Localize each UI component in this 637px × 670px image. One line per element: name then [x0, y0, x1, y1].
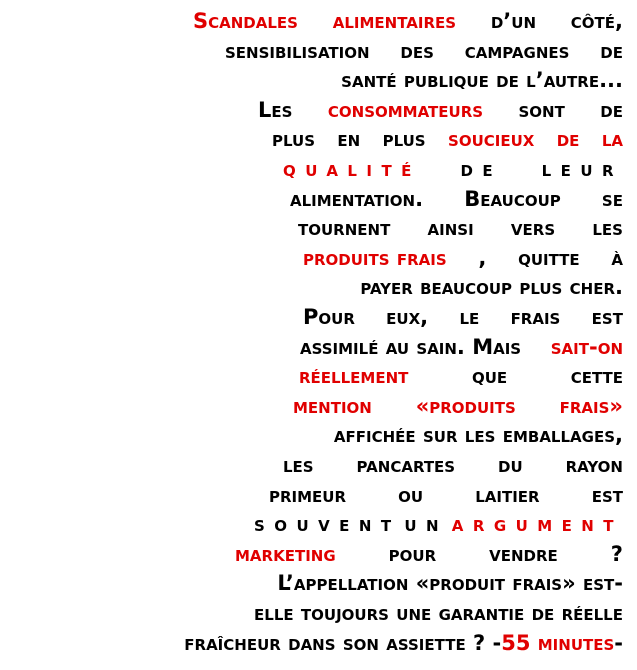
- word: quitte: [518, 245, 580, 270]
- word: frais: [510, 305, 561, 329]
- word: affichée sur les emballages,: [333, 423, 623, 448]
- text-line: [298, 213, 623, 243]
- highlighted-word: qualité: [283, 157, 421, 181]
- highlighted-word: alimentaires: [332, 9, 457, 33]
- word: santé publique de l’autre...: [341, 68, 623, 93]
- highlighted-word: réellement: [299, 364, 409, 389]
- word: Beaucoup: [464, 186, 561, 211]
- word: elle toujours une garantie de réelle: [254, 601, 623, 625]
- word: des: [400, 38, 434, 63]
- text-line: [269, 480, 623, 510]
- highlighted-word: frais»: [559, 393, 623, 418]
- word: ou: [398, 482, 424, 507]
- text-line: [272, 124, 623, 154]
- text-line: [303, 243, 623, 273]
- word: alimentation.: [290, 186, 424, 211]
- text-line: [258, 95, 623, 125]
- text-line: [300, 332, 623, 362]
- word: ?: [610, 541, 623, 566]
- highlighted-word: marketing: [235, 541, 336, 566]
- word: les: [283, 453, 314, 477]
- text-line: [254, 509, 623, 539]
- word: pancartes: [356, 453, 456, 477]
- word: vers: [510, 216, 556, 241]
- word: fraîcheur dans son assiette ? -: [184, 630, 502, 655]
- word: leur: [541, 157, 623, 181]
- word: plus: [272, 127, 316, 152]
- word: en: [337, 127, 361, 152]
- word: est: [591, 482, 623, 507]
- word: payer beaucoup plus cher.: [360, 275, 623, 300]
- text-line: [245, 65, 623, 95]
- word: du: [498, 453, 523, 477]
- word: vendre: [489, 541, 558, 566]
- word: un: [404, 512, 448, 537]
- word: ,: [478, 245, 487, 270]
- word: le: [459, 305, 480, 329]
- word: sont: [518, 97, 565, 122]
- word: se: [601, 186, 623, 211]
- text-line: [235, 539, 623, 569]
- text-line: [208, 568, 623, 598]
- word: à: [611, 245, 623, 270]
- text-line: [290, 184, 623, 214]
- text-line: [283, 154, 623, 184]
- highlighted-word: la: [601, 127, 623, 152]
- word: eux,: [386, 305, 429, 329]
- highlighted-word: Scandales: [193, 9, 298, 33]
- word: L’appellation «produit frais» est-: [277, 571, 623, 596]
- word: laitier: [475, 482, 540, 507]
- text-line: [293, 391, 623, 421]
- highlighted-word: 55 minutes: [501, 630, 615, 655]
- highlighted-word: produits frais: [303, 245, 447, 270]
- text-line: [283, 450, 623, 480]
- word: est: [591, 305, 623, 329]
- highlighted-word: de: [556, 127, 580, 152]
- word: tournent: [298, 216, 391, 241]
- text-line: [299, 361, 623, 391]
- text-line: [287, 420, 623, 450]
- word: cette: [570, 364, 623, 389]
- text-line: [225, 36, 623, 66]
- word: que: [471, 364, 508, 389]
- text-line: [115, 628, 623, 658]
- text-line: [163, 598, 623, 628]
- word: Les: [258, 97, 293, 122]
- word: assimilé au sain. Mais: [300, 334, 522, 359]
- word: -: [614, 630, 623, 655]
- word: d’un: [490, 9, 537, 33]
- word: de: [460, 157, 503, 181]
- word: ainsi: [427, 216, 474, 241]
- word: campagnes: [464, 38, 570, 63]
- word: de: [600, 38, 623, 63]
- word: sensibilisation: [225, 38, 370, 63]
- text-line: [303, 302, 623, 332]
- word: de: [600, 97, 623, 122]
- word: les: [592, 216, 623, 241]
- word: primeur: [269, 482, 347, 507]
- word: pour: [388, 541, 437, 566]
- word: rayon: [565, 453, 623, 477]
- highlighted-word: argument: [451, 512, 623, 537]
- word: Pour: [303, 305, 355, 329]
- highlighted-word: mention: [293, 393, 372, 418]
- highlighted-word: consommateurs: [327, 97, 484, 122]
- highlighted-word: sait-on: [550, 334, 623, 359]
- word: plus: [382, 127, 426, 152]
- word: côté,: [570, 9, 623, 33]
- word: souvent: [254, 512, 401, 537]
- text-line: [193, 6, 623, 36]
- text-line: [303, 272, 623, 302]
- highlighted-word: soucieux: [448, 127, 535, 152]
- highlighted-word: «produits: [415, 393, 516, 418]
